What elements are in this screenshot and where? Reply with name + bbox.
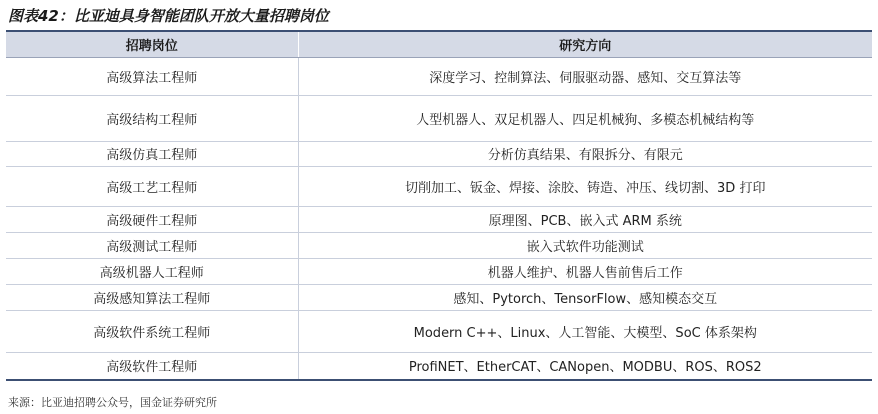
position-cell: 高级测试工程师 [6,232,298,258]
direction-cell: 分析仿真结果、有限拆分、有限元 [298,141,872,166]
table-row [6,232,872,258]
direction-cell: Modern C++、Linux、人工智能、大模型、SoC 体系架构 [298,310,872,352]
direction-cell: 感知、Pytorch、TensorFlow、感知模态交互 [298,284,872,310]
table-header-row [6,32,872,57]
header-position: 招聘岗位 [6,32,298,57]
direction-cell: 深度学习、控制算法、伺服驱动器、感知、交互算法等 [298,57,872,95]
table-row [6,352,872,380]
direction-cell: 嵌入式软件功能测试 [298,232,872,258]
position-cell: 高级工艺工程师 [6,166,298,206]
table-row [6,258,872,284]
position-cell: 高级硬件工程师 [6,206,298,232]
table-row [6,284,872,310]
direction-cell: 切削加工、钣金、焊接、涂胶、铸造、冲压、线切割、3D 打印 [298,166,872,206]
position-cell: 高级感知算法工程师 [6,284,298,310]
source-note: 来源：比亚迪招聘公众号，国金证券研究所 [8,396,217,409]
table-row [6,166,872,206]
table-row [6,95,872,141]
direction-cell: 原理图、PCB、嵌入式 ARM 系统 [298,206,872,232]
table-row [6,206,872,232]
recruitment-table [6,32,872,381]
position-cell: 高级软件系统工程师 [6,310,298,352]
position-cell: 高级软件工程师 [6,352,298,380]
direction-cell: 机器人维护、机器人售前售后工作 [298,258,872,284]
position-cell: 高级结构工程师 [6,95,298,141]
table-row [6,141,872,166]
figure-title: 图表42：比亚迪具身智能团队开放大量招聘岗位 [6,0,872,32]
table-row [6,310,872,352]
direction-cell: 人型机器人、双足机器人、四足机械狗、多模态机械结构等 [298,95,872,141]
header-direction: 研究方向 [298,32,872,57]
direction-cell: ProfiNET、EtherCAT、CANopen、MODBU、ROS、ROS2 [298,352,872,380]
position-cell: 高级算法工程师 [6,57,298,95]
position-cell: 高级仿真工程师 [6,141,298,166]
table-row [6,57,872,95]
position-cell: 高级机器人工程师 [6,258,298,284]
